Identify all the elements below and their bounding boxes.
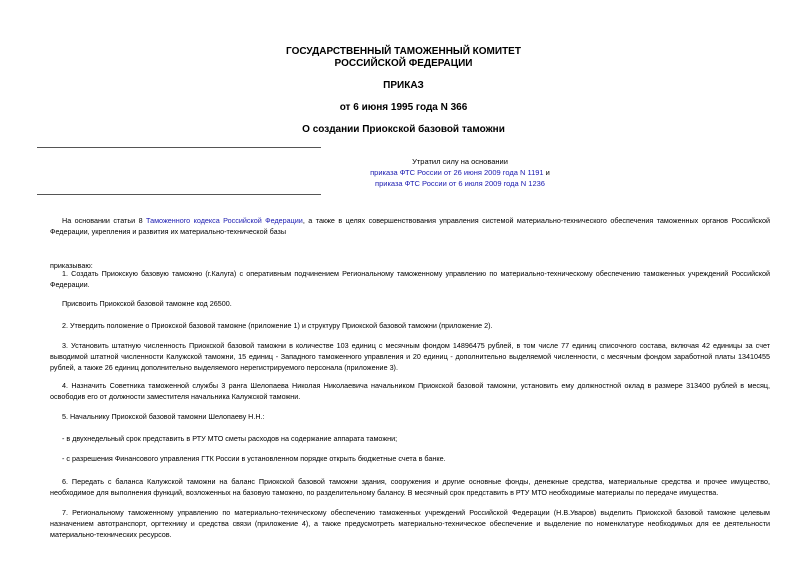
issuer-line-2: РОССИЙСКОЙ ФЕДЕРАЦИИ: [334, 58, 473, 69]
item-1-code: Присвоить Приокской базовой таможне код 26500.: [62, 299, 232, 308]
document-title: О создании Приокской базовой таможни: [302, 124, 505, 135]
document-type: ПРИКАЗ: [383, 80, 424, 91]
item-4: 4. Назначить Советника таможенной службы 3 ранга Шелопаева Николая Николаевича начальником Приокской базовой таможни, установить ему должностной оклад в размере 313400 рублей в месяц, освободив его от должности заместителя начальника Калужской таможни.: [50, 381, 770, 401]
item-5-a: - в двухнедельный срок представить в РТУ МТО сметы расходов на содержание аппарата таможни;: [62, 434, 398, 443]
document-date: от 6 июня 1995 года N 366: [339, 102, 468, 113]
item-1: 1. Создать Приокскую базовую таможню (г.Калуга) с оперативным подчинением Региональному таможенному управлению по материально-техническому обеспечению таможенных учреждений Российской Федерации.: [50, 269, 770, 289]
status-note: [250, 156, 670, 189]
item-6: 6. Передать с баланса Калужской таможни на баланс Приокской базовой таможни здания, сооружения и другие основные фонды, денежные средства, материальные средства и прочее имущество, необходимое для выполнения функций, возложенных на базовую таможню, по разделительному балансу. В месячный срок представить в РТУ МТО необходимые материалы по передаче имущества.: [50, 477, 770, 497]
item-2: 2. Утвердить положение о Приокской базовой таможне (приложение 1) и структуру Приокской базовой таможни (приложение 2).: [62, 321, 493, 330]
preamble-paragraph: [50, 215, 770, 237]
status-note-line: Утратил силу на основании: [412, 157, 508, 166]
status-note-conjunction: и: [543, 168, 550, 177]
preamble-prefix: На основании статьи 8: [62, 216, 147, 225]
item-5: 5. Начальнику Приокской базовой таможни Шелопаеву Н.Н.:: [62, 412, 265, 421]
preamble-suffix: , а также в целях совершенствования управления системой материально-технического обеспечения таможенных органов Российской Федерации, укрепления и развития их материально-технической базы: [50, 216, 770, 236]
item-5-b: - с разрешения Финансового управления ГТК России в установленном порядке открыть бюджетные счета в банке.: [62, 454, 446, 463]
bottom-divider: [37, 194, 321, 195]
item-7: 7. Региональному таможенному управлению по материально-техническому обеспечению таможенных учреждений Российской Федерации (Н.В.Уваров) выделить Приокской базовой таможне целевым назначением автотранспорт, оргтехнику и средства связи (приложение 4), а также предусмотреть материально-техническое обеспечение и выделение по номенклатуре необходимых для ее деятельности материально-технических ресурсов.: [50, 508, 770, 539]
top-divider: [37, 147, 321, 148]
issuer-line-1: ГОСУДАРСТВЕННЫЙ ТАМОЖЕННЫЙ КОМИТЕТ: [286, 46, 521, 57]
item-3: 3. Установить штатную численность Приокской базовой таможни в количестве 103 единиц с месячным фондом 14896475 рублей, в том числе 77 единиц списочного состава, включая 42 единицы за счет выводимой штатной численности Калужской таможни, 15 единиц - Западного таможенного управления и 20 единиц - дополнительно выделяемой численности, с месячным фондом заработной платы 13410455 рублей, а также 26 единиц дополнительно выделяемого нерегистрируемого персонала (приложение 3).: [50, 341, 770, 372]
order-word: приказываю:: [50, 261, 93, 270]
status-note-link-line-2: [250, 178, 670, 189]
repeal-order-link-1[interactable]: приказа ФТС России от 26 июня 2009 года N 1191: [370, 168, 544, 177]
status-note-link-line-1: [250, 167, 670, 178]
repeal-order-link-2[interactable]: приказа ФТС России от 6 июля 2009 года N 1236: [375, 179, 545, 188]
customs-code-link[interactable]: Таможенного кодекса Российской Федерации: [146, 216, 303, 225]
